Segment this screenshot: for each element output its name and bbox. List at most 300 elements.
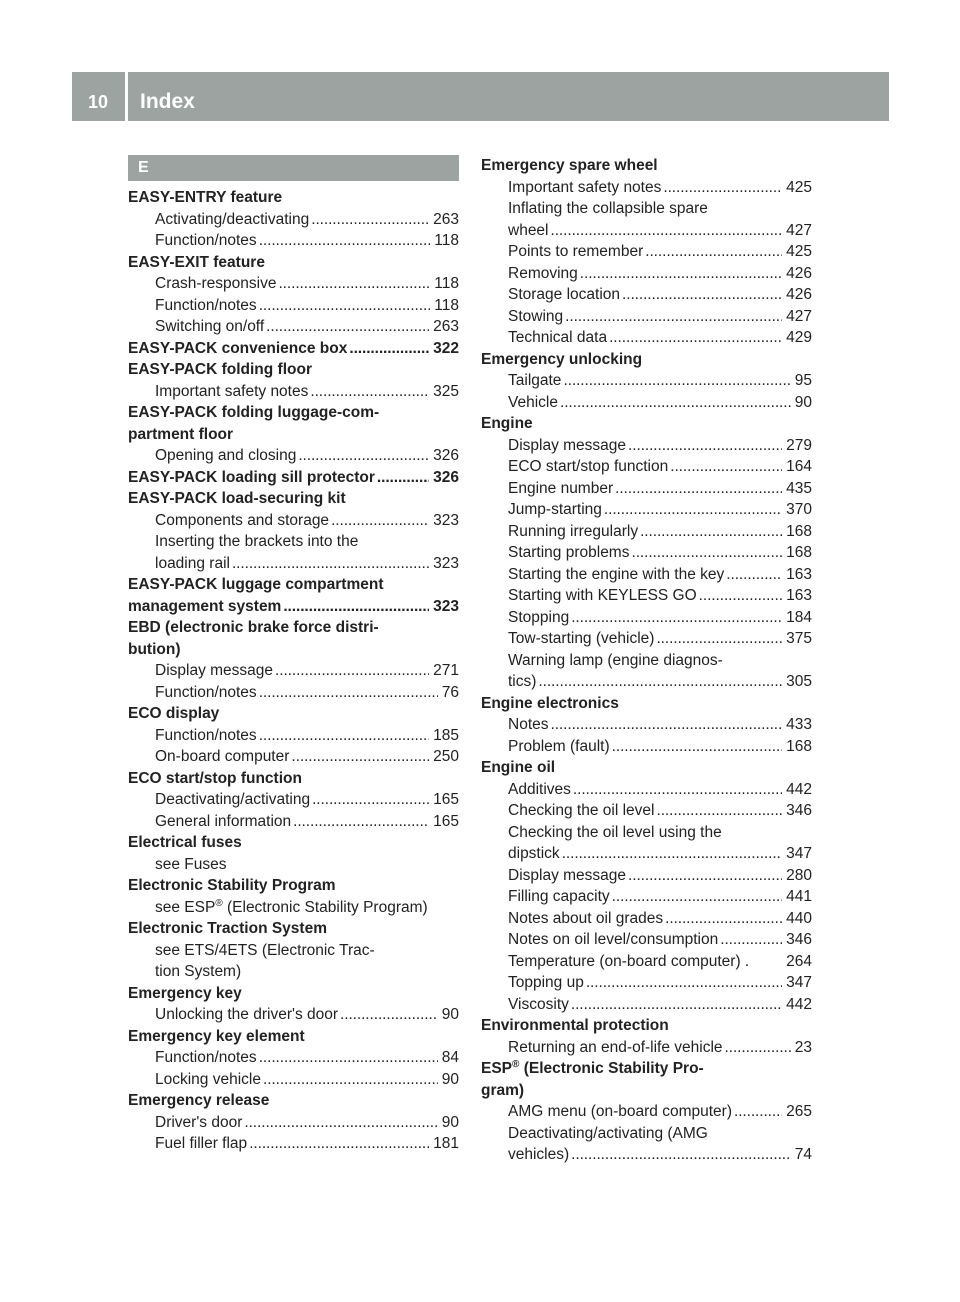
index-subentry (481, 435, 812, 457)
index-heading (128, 1026, 459, 1048)
page-reference: 163 (786, 565, 812, 583)
page-reference: 442 (786, 780, 812, 798)
index-subentry (481, 220, 812, 242)
entry-text: Running irregularly (508, 522, 639, 540)
leader-dots (638, 521, 782, 543)
entry-text: partment floor (128, 425, 234, 443)
leader-dots (626, 865, 782, 887)
page-reference: 427 (786, 221, 812, 239)
entry-text: ESP® (Electronic Stability Pro- (481, 1058, 704, 1077)
index-subentry (481, 585, 812, 607)
entry-text: Notes (508, 716, 549, 733)
leader-dots (584, 972, 782, 994)
entry-text: Tailgate (508, 372, 562, 389)
leader-dots (610, 736, 782, 758)
page-reference: 323 (433, 554, 459, 572)
index-subentry (128, 940, 459, 962)
leader-dots (668, 456, 782, 478)
leader-dots (257, 295, 431, 317)
leader-dots (626, 435, 782, 457)
index-subentry (128, 746, 459, 768)
page-reference: 84 (441, 1049, 459, 1066)
entry-text: Jump-starting (508, 501, 602, 518)
index-subentry (128, 510, 459, 532)
index-heading (128, 639, 459, 661)
index-heading (128, 596, 459, 618)
index-heading (481, 1015, 812, 1037)
entry-text: Emergency release (128, 1092, 270, 1109)
leader-dots (654, 800, 782, 822)
index-heading (128, 467, 459, 489)
leader-dots (549, 220, 783, 242)
entry-text: Function/notes (155, 1049, 257, 1066)
entry-text: Driver's door (155, 1113, 243, 1131)
page-reference: 271 (433, 662, 459, 679)
entry-text: Checking the oil level using the (508, 823, 722, 841)
page-reference: 118 (434, 232, 459, 249)
page-reference: 118 (434, 275, 459, 292)
entry-text: gram) (481, 1081, 525, 1099)
entry-text: EASY-PACK convenience box (128, 339, 348, 357)
page-reference: 264 (786, 952, 812, 970)
page-reference: 184 (786, 608, 812, 626)
page-reference: 185 (433, 726, 459, 744)
entry-text: General information (155, 812, 292, 830)
index-subentry (128, 1047, 459, 1069)
entry-text: Display message (508, 436, 627, 454)
index-subentry (481, 327, 812, 349)
leader-dots (273, 660, 429, 682)
page-reference: 164 (786, 458, 812, 475)
index-subentry (128, 553, 459, 575)
page-reference: 370 (786, 501, 812, 518)
page-reference: 427 (786, 307, 812, 325)
leader-dots (291, 811, 429, 833)
index-subentry (128, 1133, 459, 1155)
page-reference: 425 (786, 178, 812, 196)
entry-text: Activating/deactivating (155, 210, 310, 228)
entry-text: Notes about oil grades (508, 909, 664, 927)
leader-dots (561, 370, 790, 392)
index-subentry (481, 456, 812, 478)
entry-text: Storage location (508, 286, 621, 303)
entry-text: bution) (128, 640, 181, 658)
index-heading (481, 413, 812, 435)
page-reference: 168 (786, 522, 812, 540)
index-subentry (128, 230, 459, 252)
index-subentry (481, 865, 812, 887)
page-reference: 165 (433, 791, 459, 808)
entry-text: Function/notes (155, 683, 257, 701)
index-subentry (481, 542, 812, 564)
index-subentry (481, 779, 812, 801)
page-reference: 95 (794, 372, 812, 389)
index-subentry (481, 929, 812, 951)
entry-text: Electronic Traction System (128, 920, 327, 937)
entry-text: Removing (508, 264, 578, 282)
entry-text: On-board computer (155, 748, 290, 765)
leader-dots (289, 746, 429, 768)
index-heading (128, 703, 459, 725)
entry-text: Important safety notes (508, 178, 662, 196)
entry-text: Tow-starting (vehicle) (508, 630, 655, 647)
leader-dots (329, 510, 429, 532)
leader-dots (560, 843, 782, 865)
index-column-right (481, 155, 812, 1166)
section-letter: E (128, 155, 459, 181)
entry-text: Electronic Stability Program (128, 877, 336, 894)
entry-text: Important safety notes (155, 382, 309, 400)
entry-text: ECO start/stop function (508, 458, 669, 475)
page-reference: 263 (433, 210, 459, 228)
index-heading (481, 155, 812, 177)
index-heading (128, 252, 459, 274)
leader-dots (602, 499, 782, 521)
entry-text: Locking vehicle (155, 1070, 261, 1088)
entry-text: EASY-EXIT feature (128, 253, 265, 271)
page-reference: 90 (794, 393, 812, 411)
page-reference: 322 (433, 339, 459, 357)
index-subentry (481, 370, 812, 392)
entry-text: EASY-PACK folding luggage-com- (128, 404, 380, 421)
entry-text: tion System) (155, 963, 242, 980)
entry-text: Engine electronics (481, 694, 619, 712)
index-column-left (128, 155, 459, 1155)
index-subentry (128, 660, 459, 682)
page-title: Index (140, 90, 195, 113)
entry-text: Deactivating/activating (AMG (508, 1124, 708, 1142)
index-subentry (128, 789, 459, 811)
index-subentry (128, 209, 459, 231)
page-reference: 165 (433, 812, 459, 830)
index-subentry (481, 650, 812, 672)
entry-text: ECO start/stop function (128, 769, 302, 787)
index-heading (128, 338, 459, 360)
index-heading (481, 693, 812, 715)
leader-dots (308, 381, 429, 403)
page-reference: 440 (786, 909, 812, 927)
leader-dots (663, 908, 782, 930)
entry-text: EBD (electronic brake force distri- (128, 619, 379, 636)
index-subentry (481, 736, 812, 758)
page-reference: 426 (786, 286, 812, 303)
entry-text: Switching on/off (155, 318, 265, 335)
entry-text: tics) (508, 673, 537, 690)
entry-text: Inflating the collapsible spare (508, 200, 708, 217)
index-heading (128, 1090, 459, 1112)
index-subentry (481, 392, 812, 414)
leader-dots (309, 209, 429, 231)
index-subentry (128, 445, 459, 467)
page-reference: 375 (786, 630, 812, 647)
entry-text: Fuel filler flap (155, 1135, 248, 1152)
index-subentry (481, 177, 812, 199)
page-reference: 163 (786, 587, 812, 604)
page-reference: 346 (786, 931, 812, 948)
index-subentry (128, 316, 459, 338)
index-subentry (481, 607, 812, 629)
index-heading (128, 187, 459, 209)
leader-dots (571, 779, 782, 801)
leader-dots (724, 564, 782, 586)
page-reference: 429 (786, 329, 812, 346)
index-heading (128, 918, 459, 940)
index-subentry (128, 811, 459, 833)
entry-text: Checking the oil level (508, 802, 655, 819)
entry-text: Emergency key (128, 984, 242, 1002)
index-heading (128, 617, 459, 639)
entry-text: Unlocking the driver's door (155, 1006, 339, 1023)
index-subentry (481, 1144, 812, 1166)
index-subentry (128, 1069, 459, 1091)
entry-text: Crash-responsive (155, 275, 277, 292)
index-subentry (481, 564, 812, 586)
entry-text: see ETS/4ETS (Electronic Trac- (155, 941, 375, 959)
leader-dots (257, 682, 438, 704)
entry-text: ECO display (128, 705, 220, 722)
index-entries-left (128, 187, 459, 1155)
index-subentry (481, 972, 812, 994)
entry-text: Engine oil (481, 759, 556, 776)
entry-text: Starting with KEYLESS GO (508, 587, 697, 604)
page-reference: 442 (786, 995, 812, 1013)
entry-text: AMG menu (on-board computer) (508, 1103, 732, 1120)
entry-text: loading rail (155, 554, 230, 572)
entry-text: Display message (155, 662, 274, 679)
entry-text: Topping up (508, 974, 584, 991)
index-heading (481, 1080, 812, 1102)
leader-dots (296, 445, 429, 467)
entry-text: Function/notes (155, 232, 257, 249)
index-subentry (481, 306, 812, 328)
leader-dots (718, 929, 782, 951)
leader-dots (569, 1144, 791, 1166)
leader-dots (613, 478, 782, 500)
page-reference: 118 (434, 296, 459, 314)
entry-text: Electrical fuses (128, 834, 242, 851)
index-subentry (128, 1112, 459, 1134)
entry-text: Emergency key element (128, 1027, 305, 1045)
entry-text: management system (128, 597, 282, 615)
registered-mark: ® (215, 897, 223, 909)
entry-text: Viscosity (508, 995, 569, 1013)
entry-text: Display message (508, 866, 627, 884)
leader-dots (723, 1037, 791, 1059)
entry-text: EASY-PACK folding floor (128, 361, 312, 378)
page-reference: 265 (786, 1103, 812, 1120)
entry-text: EASY-ENTRY feature (128, 189, 283, 206)
index-subentry (481, 499, 812, 521)
page-reference: 441 (786, 888, 812, 905)
index-subentry (481, 1123, 812, 1145)
page-reference: 280 (786, 866, 812, 884)
page-reference: 263 (433, 318, 459, 335)
index-heading (128, 574, 459, 596)
page-reference: 433 (786, 716, 812, 733)
entry-text: Emergency spare wheel (481, 157, 658, 174)
registered-mark: ® (512, 1058, 520, 1070)
index-heading (128, 488, 459, 510)
index-heading (128, 402, 459, 424)
page-reference: 23 (794, 1038, 812, 1056)
leader-dots (563, 306, 782, 328)
index-heading (481, 757, 812, 779)
leader-dots (661, 177, 782, 199)
index-subentry (481, 994, 812, 1016)
index-subentry (128, 1004, 459, 1026)
index-subentry (481, 886, 812, 908)
page-reference: 323 (433, 511, 459, 529)
entry-text: Warning lamp (engine diagnos- (508, 651, 723, 669)
leader-dots (257, 230, 431, 252)
index-subentry (128, 725, 459, 747)
entry-text: dipstick (508, 845, 560, 862)
leader-dots (558, 392, 791, 414)
entry-text: Additives (508, 780, 571, 798)
index-subentry (481, 800, 812, 822)
entry-text: Stopping (508, 608, 570, 626)
entry-text: Opening and closing (155, 447, 297, 464)
entry-text: see Fuses (155, 855, 227, 873)
entry-text: Vehicle (508, 393, 558, 411)
leader-dots (347, 338, 429, 360)
entry-text: Points to remember (508, 243, 644, 260)
index-subentry (481, 1037, 812, 1059)
entry-text: EASY-PACK load-securing kit (128, 490, 346, 507)
leader-dots (569, 607, 782, 629)
index-subentry (481, 263, 812, 285)
index-subentry (128, 531, 459, 553)
entry-text: Inserting the brackets into the (155, 533, 359, 550)
index-subentry (481, 671, 812, 693)
page-number: 10 (87, 92, 109, 112)
index-entries-right (481, 155, 812, 1166)
entry-text: Filling capacity (508, 888, 610, 905)
leader-dots (375, 467, 429, 489)
index-heading (128, 832, 459, 854)
header-divider (125, 72, 128, 121)
page-reference: 326 (433, 447, 459, 464)
index-subentry (128, 381, 459, 403)
entry-text: Notes on oil level/consumption (508, 931, 719, 948)
entry-text: see ESP® (Electronic Stability Program) (155, 897, 428, 916)
entry-text: Emergency unlocking (481, 350, 643, 368)
entry-text: wheel (508, 221, 549, 239)
index-heading (481, 1058, 812, 1080)
index-subentry (128, 273, 459, 295)
page-reference: 168 (786, 737, 812, 755)
leader-dots (569, 994, 782, 1016)
leader-dots (242, 1112, 437, 1134)
page-reference: 90 (441, 1006, 459, 1023)
entry-text: Function/notes (155, 726, 257, 744)
leader-dots (264, 316, 429, 338)
index-subentry (481, 478, 812, 500)
entry-text: EASY-PACK luggage compartment (128, 576, 384, 593)
entry-text: Temperature (on-board computer) . (508, 952, 750, 970)
index-subentry (128, 854, 459, 876)
entry-text: Engine (481, 415, 533, 432)
leader-dots (654, 628, 782, 650)
index-subentry (481, 628, 812, 650)
entry-text: Environmental protection (481, 1017, 669, 1034)
entry-text: Returning an end-of-life vehicle (508, 1038, 723, 1056)
leader-dots (697, 585, 782, 607)
entry-text: Components and storage (155, 511, 330, 529)
entry-text: Starting the engine with the key (508, 565, 725, 583)
page-reference: 250 (433, 748, 459, 765)
leader-dots (732, 1101, 782, 1123)
page-reference: 323 (433, 597, 459, 615)
page-reference: 426 (786, 264, 812, 282)
entry-text: Technical data (508, 329, 608, 346)
page-reference: 74 (794, 1146, 812, 1163)
leader-dots (261, 1069, 438, 1091)
page-reference: 181 (433, 1135, 459, 1152)
index-heading (128, 424, 459, 446)
index-heading (128, 983, 459, 1005)
index-subentry (481, 241, 812, 263)
index-subentry (128, 897, 459, 919)
page-reference: 346 (786, 802, 812, 819)
entry-text: Starting problems (508, 544, 630, 561)
entry-text: Deactivating/activating (155, 791, 311, 808)
entry-text: Stowing (508, 307, 564, 325)
leader-dots (310, 789, 429, 811)
index-heading (128, 768, 459, 790)
index-subentry (481, 521, 812, 543)
leader-dots (230, 553, 429, 575)
entry-text: EASY-PACK loading sill protector (128, 468, 375, 486)
page-reference: 347 (786, 845, 812, 862)
leader-dots (607, 327, 782, 349)
leader-dots (578, 263, 782, 285)
leader-dots (643, 241, 782, 263)
page-reference: 347 (786, 974, 812, 991)
page-reference: 425 (786, 243, 812, 260)
leader-dots (257, 1047, 438, 1069)
page-reference: 326 (433, 468, 459, 486)
index-subentry (481, 951, 812, 973)
leader-dots (257, 725, 429, 747)
leader-dots (536, 671, 782, 693)
index-subentry (481, 198, 812, 220)
index-subentry (481, 843, 812, 865)
entry-text: Problem (fault) (508, 737, 610, 755)
page-reference: 279 (786, 436, 812, 454)
leader-dots (338, 1004, 438, 1026)
leader-dots (620, 284, 782, 306)
entry-text: vehicles) (508, 1146, 570, 1163)
leader-dots (549, 714, 783, 736)
index-heading (128, 359, 459, 381)
index-heading (481, 349, 812, 371)
page-reference: 90 (441, 1070, 459, 1088)
leader-dots (247, 1133, 429, 1155)
leader-dots (610, 886, 782, 908)
leader-dots (276, 273, 430, 295)
index-subentry (481, 822, 812, 844)
index-subentry (481, 908, 812, 930)
page-reference: 435 (786, 479, 812, 497)
page-reference: 305 (786, 673, 812, 690)
leader-dots (629, 542, 782, 564)
entry-text: Engine number (508, 479, 614, 497)
page-reference: 90 (441, 1113, 459, 1131)
index-subentry (128, 961, 459, 983)
index-subentry (481, 1101, 812, 1123)
page-reference: 168 (786, 544, 812, 561)
